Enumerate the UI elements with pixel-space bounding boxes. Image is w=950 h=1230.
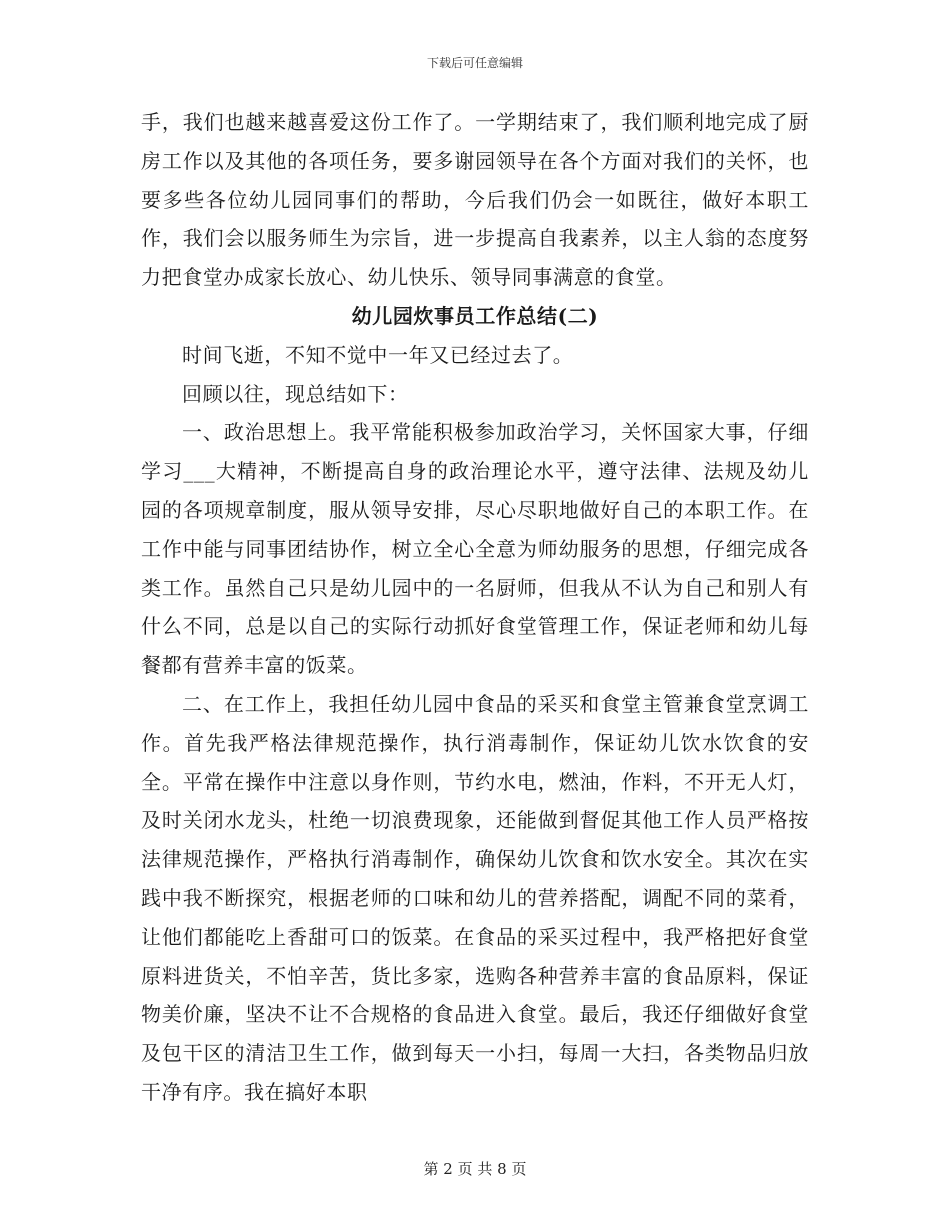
intro-paragraph: 手，我们也越来越喜爱这份工作了。一学期结束了，我们顺利地完成了厨房工作以及其他的各项任务，要多谢园领导在各个方面对我们的关怀，也要多些各位幼儿园同事们的帮助，今后我们仍会一如既往，做好本职工作，我们会以服务师生为宗旨，进一步提高自我素养，以主人翁的态度努力把食堂办成家长放心、幼儿快乐、领导同事满意的食堂。 [141,110,809,290]
section-title: 幼儿园炊事员工作总结(二) [351,303,599,328]
page-footer: 第 2 页 共 8 页 [423,1160,527,1178]
page-header: 下载后可任意编辑 [426,56,523,70]
paragraph-2: 回顾以往，现总结如下： [182,381,409,406]
document-body [141,103,809,1112]
paragraph-4: 二、在工作上，我担任幼儿园中食品的采买和食堂主管兼食堂烹调工作。首先我严格法律规范操作，执行消毒制作，保证幼儿饮水饮食的安全。平常在操作中注意以身作则，节约水电，燃油，作料，不开无人灯，及时关闭水龙头，杜绝一切浪费现象，还能做到督促其他工作人员严格按法律规范操作，严格执行消毒制作，确保幼儿饮食和饮水安全。其次在实践中我不断探究，根据老师的口味和幼儿的营养搭配，调配不同的菜肴，让他们都能吃上香甜可口的饭菜。在食品的采买过程中，我严格把好食堂原料进货关，不怕辛苦，货比多家，选购各种营养丰富的食品原料，保证物美价廉，坚决不让不合规格的食品进入食堂。最后，我还仔细做好食堂及包干区的清洁卫生工作，做到每天一小扫，每周一大扫，各类物品归放干净有序。我在搞好本职 [141,691,809,1104]
paragraph-3: 一、政治思想上。我平常能积极参加政治学习，关怀国家大事，仔细学习___大精神，不断提高自身的政治理论水平，遵守法律、法规及幼儿园的各项规章制度，服从领导安排，尽心尽职地做好自己的本职工作。在工作中能与同事团结协作，树立全心全意为师幼服务的思想，仔细完成各类工作。虽然自己只是幼儿园中的一名厨师，但我从不认为自己和别人有什么不同，总是以自己的实际行动抓好食堂管理工作，保证老师和幼儿每餐都有营养丰富的饭菜。 [141,420,809,678]
paragraph-1: 时间飞逝，不知不觉中一年又已经过去了。 [182,342,574,367]
